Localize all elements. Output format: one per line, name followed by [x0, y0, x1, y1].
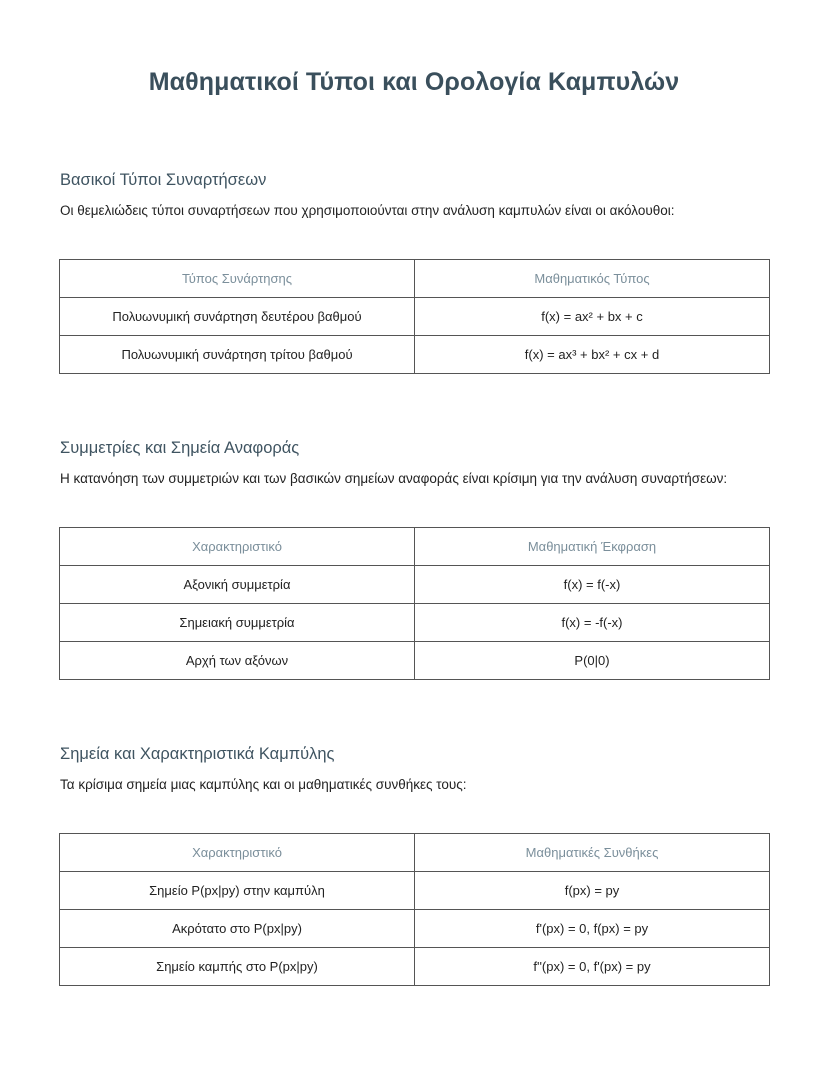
table-row	[60, 872, 770, 910]
table-row	[60, 948, 770, 986]
table-cell: Αρχή των αξόνων	[60, 642, 415, 680]
table-cell: f(x) = ax² + bx + c	[415, 298, 770, 336]
table-row	[60, 298, 770, 336]
section-heading-symmetries: Συμμετρίες και Σημεία Αναφοράς	[60, 439, 300, 457]
section-intro-symmetries: Η κατανόηση των συμμετριών και των βασικών σημείων αναφοράς είναι κρίσιμη για την ανάλυση συναρτήσεων:	[60, 471, 728, 486]
column-header: Μαθηματικός Τύπος	[415, 260, 770, 298]
table-cell: f(x) = f(-x)	[415, 566, 770, 604]
table-basic-functions	[59, 259, 770, 374]
section-intro-basic-functions: Οι θεμελιώδεις τύποι συναρτήσεων που χρησιμοποιούνται στην ανάλυση καμπυλών είναι οι ακόλουθοι:	[60, 203, 675, 218]
table-cell: Αξονική συμμετρία	[60, 566, 415, 604]
column-header: Τύπος Συνάρτησης	[60, 260, 415, 298]
table-cell: P(0|0)	[415, 642, 770, 680]
table-row	[60, 642, 770, 680]
table-cell: Πολυωνυμική συνάρτηση τρίτου βαθμού	[60, 336, 415, 374]
table-row	[60, 604, 770, 642]
table-cell: f(x) = ax³ + bx² + cx + d	[415, 336, 770, 374]
table-cell: Σημείο P(px|py) στην καμπύλη	[60, 872, 415, 910]
section-heading-basic-functions: Βασικοί Τύποι Συναρτήσεων	[60, 171, 267, 189]
table-cell: Ακρότατο στο P(px|py)	[60, 910, 415, 948]
table-row	[60, 910, 770, 948]
column-header: Χαρακτηριστικό	[60, 834, 415, 872]
column-header: Μαθηματικές Συνθήκες	[415, 834, 770, 872]
page-title: Μαθηματικοί Τύποι και Ορολογία Καμπυλών	[148, 68, 680, 96]
table-cell: f''(px) = 0, f'(px) = py	[415, 948, 770, 986]
table-cell: Σημείο καμπής στο P(px|py)	[60, 948, 415, 986]
table-cell: Πολυωνυμική συνάρτηση δευτέρου βαθμού	[60, 298, 415, 336]
table-header-row	[60, 834, 770, 872]
table-symmetries	[59, 527, 770, 680]
table-header-row	[60, 260, 770, 298]
table-cell: Σημειακή συμμετρία	[60, 604, 415, 642]
table-cell: f(x) = -f(-x)	[415, 604, 770, 642]
section-heading-curve-points: Σημεία και Χαρακτηριστικά Καμπύλης	[60, 745, 335, 763]
table-header-row	[60, 528, 770, 566]
column-header: Χαρακτηριστικό	[60, 528, 415, 566]
table-row	[60, 336, 770, 374]
section-intro-curve-points: Τα κρίσιμα σημεία μιας καμπύλης και οι μαθηματικές συνθήκες τους:	[60, 777, 467, 792]
table-curve-points	[59, 833, 770, 986]
table-cell: f'(px) = 0, f(px) = py	[415, 910, 770, 948]
column-header: Μαθηματική Έκφραση	[415, 528, 770, 566]
table-cell: f(px) = py	[415, 872, 770, 910]
table-row	[60, 566, 770, 604]
